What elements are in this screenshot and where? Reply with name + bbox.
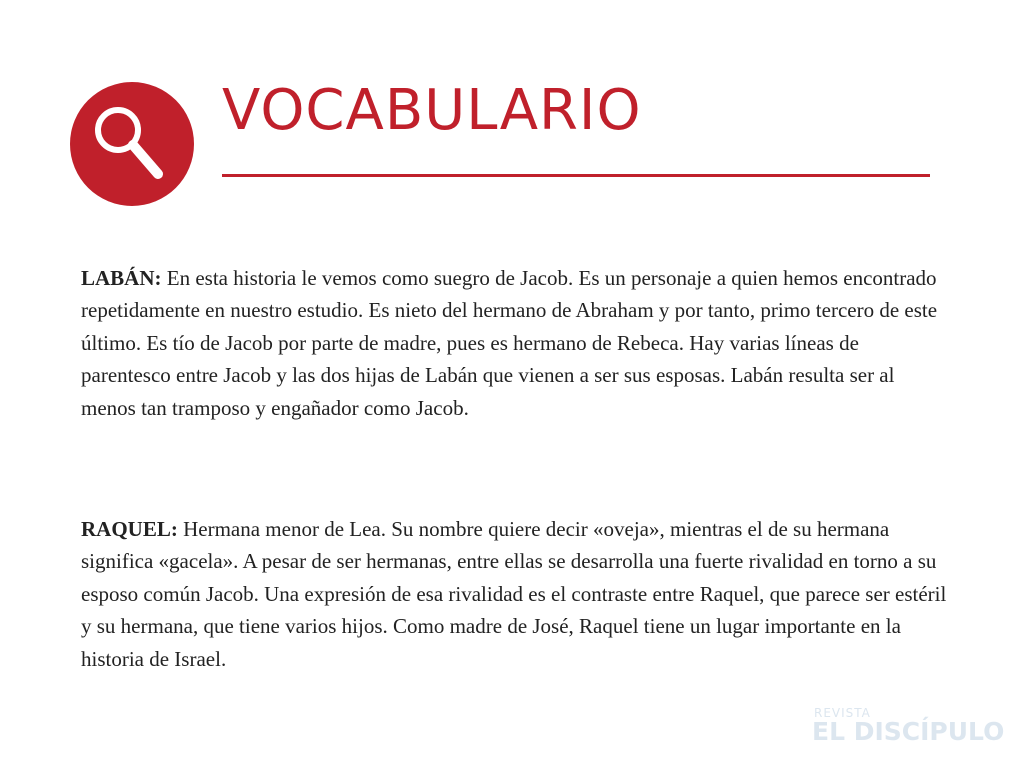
el-discipulo-logo (812, 706, 1005, 748)
vocabulary-entry-laban (81, 262, 951, 424)
term-label: RAQUEL: (81, 517, 178, 541)
term-label: LABÁN: (81, 266, 162, 290)
search-badge (70, 82, 194, 206)
title-underline (222, 174, 930, 177)
term-definition: Hermana menor de Lea. Su nombre quiere decir «oveja», mientras el de su hermana significa «gacela». A pesar de ser hermanas, entre ellas se desarrolla una fuerte rivalidad en torno a su esposo común Jacob. Una expresión de esa rivalidad es el contraste entre Raquel, que parece ser estéril y su hermana, que tiene varios hijos. Como madre de José, Raquel tiene un lugar importante en la historia de Israel. (81, 517, 947, 671)
vocabulary-entry-raquel (81, 513, 951, 675)
logo-small-text: REVISTA (814, 706, 871, 720)
logo-big-text: EL DISCÍPULO (812, 717, 1005, 746)
term-definition: En esta historia le vemos como suegro de Jacob. Es un personaje a quien hemos encontrado repetidamente en nuestro estudio. Es nieto del hermano de Abraham y por tanto, primo tercero de este último. Es tío de Jacob por parte de madre, pues es hermano de Rebeca. Hay varias líneas de parentesco entre Jacob y las dos hijas de Labán que vienen a ser sus esposas. Labán resulta ser al menos tan tramposo y engañador como Jacob. (81, 266, 938, 420)
page-title: VOCABULARIO (222, 78, 642, 143)
search-icon (70, 82, 194, 206)
